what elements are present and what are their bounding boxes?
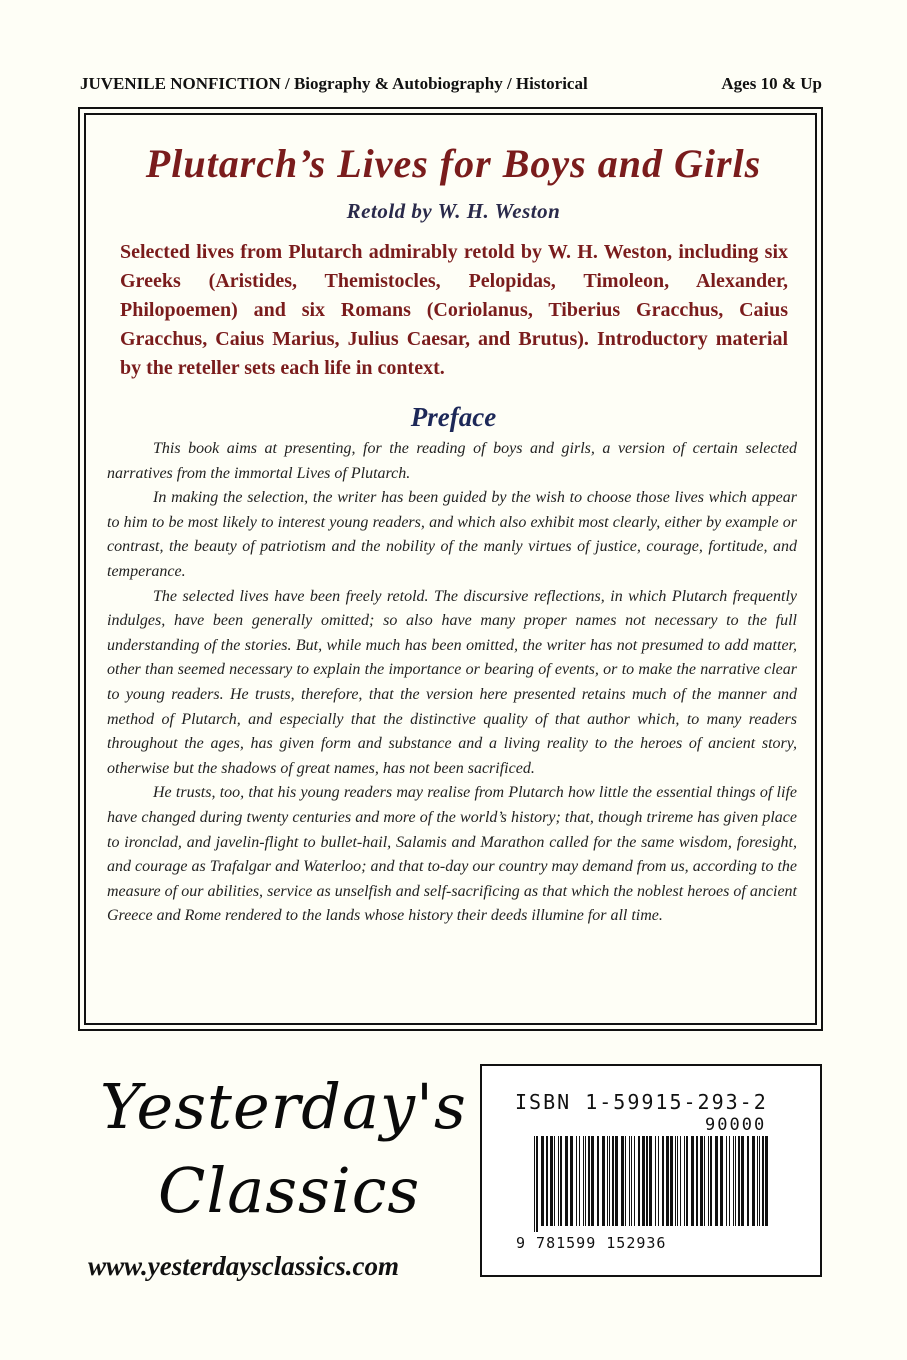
isbn-label: ISBN 1-59915-293-2 [515, 1090, 768, 1114]
barcode-bar [765, 1136, 768, 1226]
barcode-bars [534, 1136, 774, 1232]
barcode-bar [536, 1136, 538, 1232]
barcode-bar [762, 1136, 764, 1226]
barcode-bar [621, 1136, 624, 1226]
barcode-panel [480, 1064, 822, 1277]
addon-code: 90000 [705, 1115, 767, 1135]
barcode-bar [615, 1136, 618, 1226]
barcode-bar [541, 1136, 544, 1226]
barcode-bar [607, 1136, 608, 1226]
barcode-bar [655, 1136, 656, 1226]
barcode-bar [634, 1136, 635, 1226]
barcode-bar [726, 1136, 727, 1226]
logo-line-1: Yesterday's [100, 1070, 467, 1143]
barcode-bar [757, 1136, 758, 1226]
barcode-bar [686, 1136, 688, 1226]
publisher-logo [100, 1070, 467, 1270]
book-title: Plutarch’s Lives for Boys and Girls [145, 141, 762, 186]
barcode-bar [646, 1136, 648, 1226]
barcode-bar [670, 1136, 673, 1226]
barcode-bar [747, 1136, 749, 1226]
logo-line-2: Classics [158, 1154, 421, 1227]
barcode-bar [602, 1136, 605, 1226]
book-summary: Selected lives from Plutarch admirably retold by W. H. Weston, including six Greeks (Aristides, Themistocles, Pelopidas, Timoleon, Alexander, Philopoemen) and six Romans (Coriolanus, Tiberius Gracchus, Caius Gracchus, Caius Marius, Julius Caesar, and Brutus). Introductory material by the reteller sets each life in context. [120, 241, 788, 379]
barcode-bar [704, 1136, 705, 1226]
barcode-bar [583, 1136, 584, 1226]
barcode-bar [715, 1136, 718, 1226]
barcode-bar [565, 1136, 568, 1226]
barcode-bar [638, 1136, 640, 1226]
preface-paragraph: He trusts, too, that his young readers may realise from Plutarch how little the essential things of life have changed during twenty centuries and more of the world’s history; that, though trireme has given place to ironclad, and javelin-flight to bullet-hail, Salamis and Marathon called for the same wisdom, foresight, and courage as Trafalgar and Waterloo; and that to-day our country may demand from us, according to the measure of our abilities, service as unselfish and self-sacrificing as that which the noblest heroes of ancient Greece and Rome rendered to the lands whose history their deeds illumine for all time. [107, 784, 797, 925]
barcode-bar [649, 1136, 652, 1226]
barcode-bar [738, 1136, 740, 1226]
barcode-bar [546, 1136, 548, 1226]
barcode-bar [612, 1136, 614, 1226]
barcode-bar [666, 1136, 669, 1226]
publisher-website: www.yesterdaysclassics.com [88, 1251, 399, 1281]
category-label: JUVENILE NONFICTION / Biography & Autobiography / Historical [80, 74, 588, 93]
barcode-bar [558, 1136, 559, 1226]
preface-heading: Preface [410, 402, 497, 432]
barcode-bar [591, 1136, 594, 1226]
barcode-bar [579, 1136, 580, 1226]
preface-paragraph: In making the selection, the writer has been guided by the wish to choose those lives which appear to him to be most likely to interest young readers, and which also exhibit most clearly, either by example or contrast, the beauty of patriotism and the nobility of the manly virtues of justice, courage, fortitude, and temperance. [107, 489, 797, 580]
barcode-bar [684, 1136, 685, 1226]
ean-number: 9 781599 152936 [516, 1234, 667, 1252]
barcode-bar [629, 1136, 630, 1226]
barcode-bar [696, 1136, 698, 1226]
barcode-bar [642, 1136, 645, 1226]
ages-label: Ages 10 & Up [721, 74, 822, 93]
preface-paragraph: This book aims at presenting, for the reading of boys and girls, a version of certain selected narratives from the immortal Lives of Plutarch. [107, 440, 797, 482]
barcode-bar [675, 1136, 676, 1226]
barcode-bar [708, 1136, 709, 1226]
barcode-bar [677, 1136, 678, 1226]
barcode-bar [550, 1136, 553, 1226]
barcode-bar [759, 1136, 760, 1226]
barcode-bar [631, 1136, 632, 1226]
barcode-bar [733, 1136, 734, 1226]
barcode-bar [570, 1136, 573, 1226]
barcode-bar [752, 1136, 755, 1226]
barcode-bar [741, 1136, 744, 1226]
barcode-bar [560, 1136, 562, 1226]
top-bar [80, 74, 822, 94]
barcode-bar [554, 1136, 555, 1226]
barcode-bar [720, 1136, 723, 1226]
barcode-bar [588, 1136, 590, 1226]
barcode-bar [658, 1136, 659, 1226]
barcode-bar [700, 1136, 703, 1226]
barcode-bar [662, 1136, 664, 1226]
retold-by: Retold by W. H. Weston [346, 199, 561, 223]
barcode-bar [710, 1136, 712, 1226]
barcode-bar [691, 1136, 694, 1226]
barcode-bar [735, 1136, 736, 1226]
preface-paragraph: The selected lives have been freely retold. The discursive reflections, in which Plutarch frequently indulges, have been generally omitted; so also have many proper names not necessary to the full understanding of the stories. But, while much has been omitted, the writer has not presumed to add matter, other than seemed necessary to explain the importance or bearing of events, or to make the narrative clear to young readers. He trusts, therefore, that the version here presented retains much of the manner and method of Plutarch, and especially that the distinctive quality of that author which, to many readers throughout the ages, has given form and substance and a living reality to the heroes of ancient story, otherwise but the shadows of great names, has not been sacrificed. [107, 587, 797, 777]
barcode-bar [585, 1136, 586, 1226]
barcode-bar [729, 1136, 730, 1226]
preface-body [107, 437, 797, 929]
barcode-bar [597, 1136, 599, 1226]
barcode-bar [576, 1136, 577, 1226]
barcode-bar [680, 1136, 681, 1226]
barcode-bar [609, 1136, 610, 1226]
barcode-bar [534, 1136, 535, 1232]
barcode-bar [625, 1136, 626, 1226]
